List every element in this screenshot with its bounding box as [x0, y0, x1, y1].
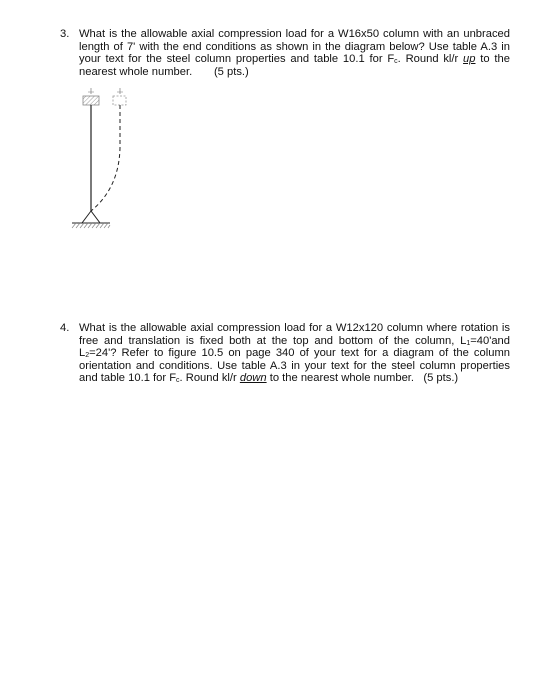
q3-text-before: What is the allowable axial compression load for a W16x50 column with an unbraced length of 7' with the end conditions as shown in the diagram below? Use table A.3 in your text for the steel column properties and table 10.1 for F: [79, 28, 510, 66]
question-4: [60, 322, 510, 385]
q4-text-2: =40'and L: [79, 334, 510, 360]
q4-fc-subscript: c: [176, 377, 180, 385]
q4-l2-subscript: 2: [85, 352, 90, 360]
q3-text-mid: . Round kl/r: [397, 53, 464, 66]
q4-points: (5 pts.): [423, 372, 459, 385]
q4-text-1: What is the allowable axial compression load for a W12x120 column where rotation is free and translation is fixed both at the top and bottom of the column, L: [79, 322, 510, 347]
q4-text-5: to the nearest whole number.: [266, 372, 415, 385]
q3-fc-subscript: c: [394, 58, 398, 66]
q4-text-4: . Round kl/r: [179, 372, 240, 385]
q4-l1-subscript: 1: [466, 339, 471, 347]
question-4-text: [79, 322, 510, 385]
top-restraint-right-dashed: [113, 88, 126, 105]
q3-text-after: to the nearest whole number.: [79, 53, 510, 78]
question-4-number: 4.: [60, 322, 70, 334]
top-restraint-left: [83, 88, 99, 105]
q4-text-3: =24'? Refer to figure 10.5 on page 340 of your text for a diagram of the column orientation and conditions. Use table A.3 in your text for the steel column properties and table 10.1 for F: [79, 347, 510, 385]
question-3: [60, 28, 510, 78]
question-3-text: [79, 28, 510, 78]
q3-round-direction: up: [463, 53, 476, 66]
question-3-number: 3.: [60, 28, 70, 40]
pin-support: [72, 211, 110, 228]
q3-points: (5 pts.): [213, 65, 249, 78]
q4-round-direction: down: [239, 372, 267, 385]
column-diagram: [64, 88, 144, 238]
column-buckled-shape: [91, 105, 120, 211]
